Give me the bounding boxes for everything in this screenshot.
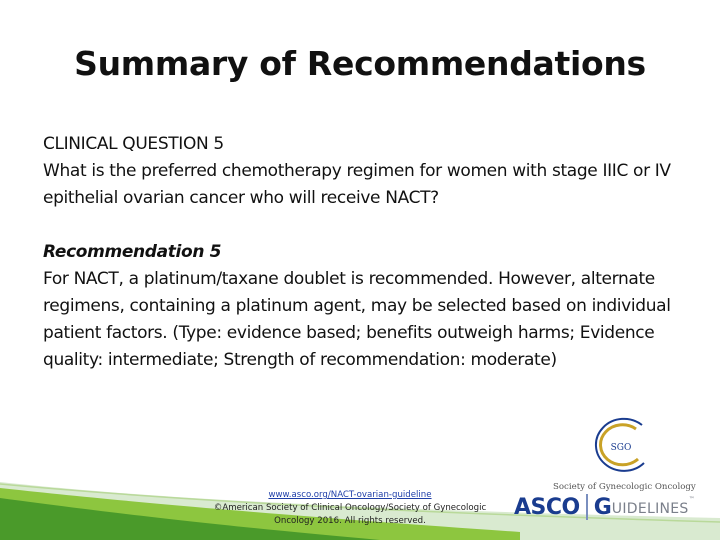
asco-guidelines-logo [514, 490, 714, 524]
recommendation-heading: Recommendation 5 [43, 242, 222, 262]
asco-guidelines-word: UIDELINES [611, 501, 689, 517]
guideline-link[interactable]: www.asco.org/NACT-ovarian-guideline [268, 490, 432, 500]
logo-divider [586, 494, 588, 520]
sgo-name: Society of Gynecologic Oncology [553, 482, 696, 492]
recommendation-text: For NACT, a platinum/taxane doublet is recommended. However, alternate regimens, containing a platinum agent, may be selected based on individual patient factors. (Type: evidence based; benefits outweigh harms; Evidence quality: intermediate; Strength of recommendation: moderate) [43, 269, 671, 370]
clinical-question-text: What is the preferred chemotherapy regimen for women with stage IIIC or IV epithelial ovarian cancer who will receive NACT? [43, 161, 671, 208]
asco-wordmark: ASCO [514, 494, 580, 520]
spacer [43, 212, 683, 239]
copyright-line-2: Oncology 2016. All rights reserved. [274, 516, 426, 526]
clinical-question-heading: CLINICAL QUESTION 5 [43, 134, 224, 154]
slide-body [43, 131, 683, 374]
sgo-monogram: SGO [610, 443, 632, 453]
slide-title: Summary of Recommendations [74, 44, 646, 83]
asco-guidelines-g: G [593, 494, 612, 520]
footer [200, 489, 500, 528]
copyright-line-1: ©American Society of Clinical Oncology/Society of Gynecologic [213, 503, 487, 513]
sgo-logo [553, 415, 696, 492]
sgo-emblem-icon [586, 415, 656, 477]
trademark-symbol: ™ [688, 496, 695, 503]
